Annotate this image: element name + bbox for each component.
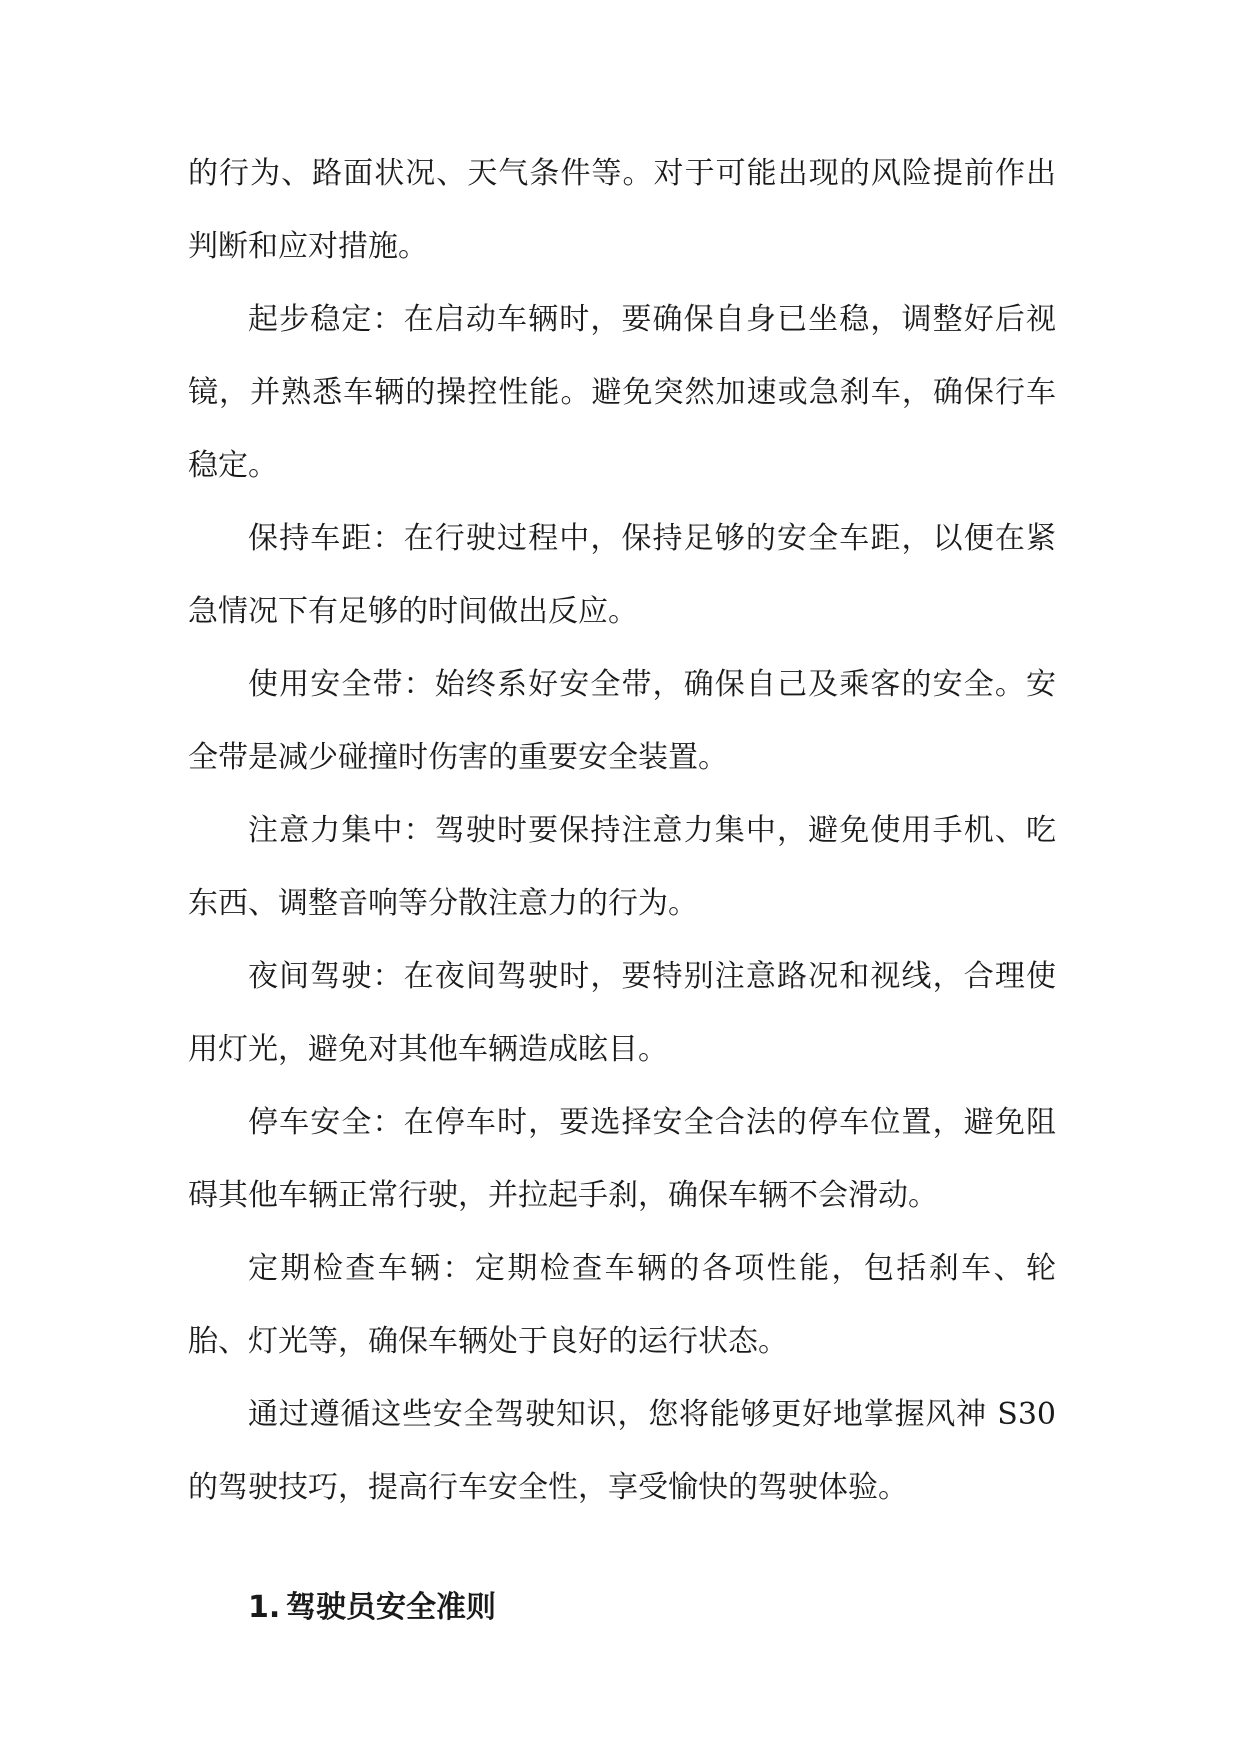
section-heading: [188, 1571, 1056, 1644]
paragraph-continuation: 的行为、路面状况、天气条件等。对于可能出现的风险提前作出判断和应对措施。: [188, 156, 1056, 264]
section-title: 驾驶员安全准则: [286, 1590, 496, 1625]
paragraph-night-driving: 夜间驾驶：在夜间驾驶时，要特别注意路况和视线，合理使用灯光，避免对其他车辆造成眩目。: [188, 959, 1056, 1067]
paragraph-conclusion: 通过遵循这些安全驾驶知识，您将能够更好地掌握风神 S30 的驾驶技巧，提高行车安全性，享受愉快的驾驶体验。: [188, 1397, 1056, 1505]
document-body: [188, 137, 1056, 1644]
paragraph-vehicle-inspection: 定期检查车辆：定期检查车辆的各项性能，包括刹车、轮胎、灯光等，确保车辆处于良好的运行状态。: [188, 1251, 1056, 1359]
paragraph-start-stability: 起步稳定：在启动车辆时，要确保自身已坐稳，调整好后视镜，并熟悉车辆的操控性能。避免突然加速或急刹车，确保行车稳定。: [188, 302, 1056, 483]
paragraph-following-distance: 保持车距：在行驶过程中，保持足够的安全车距，以便在紧急情况下有足够的时间做出反应。: [188, 521, 1056, 629]
paragraph-seat-belt: 使用安全带：始终系好安全带，确保自己及乘客的安全。安全带是减少碰撞时伤害的重要安全装置。: [188, 667, 1056, 775]
paragraph-concentration: 注意力集中：驾驶时要保持注意力集中，避免使用手机、吃东西、调整音响等分散注意力的行为。: [188, 813, 1056, 921]
section-number: 1.: [248, 1590, 281, 1625]
paragraph-parking-safety: 停车安全：在停车时，要选择安全合法的停车位置，避免阻碍其他车辆正常行驶，并拉起手刹，确保车辆不会滑动。: [188, 1105, 1056, 1213]
